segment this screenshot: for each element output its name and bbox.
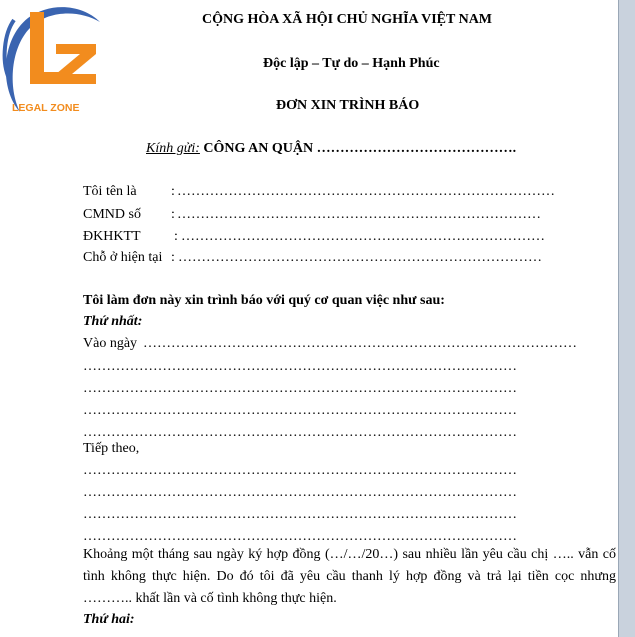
form-title: ĐƠN XIN TRÌNH BÁO	[276, 98, 420, 113]
intro-sentence: Tôi làm đơn này xin trình báo với quý cơ quan việc như sau:	[83, 293, 445, 308]
field-name-dots: ………………………………………………………………………	[177, 184, 555, 199]
motto: Độc lập – Tự do – Hạnh Phúc	[263, 56, 440, 71]
next-dots-line: …………………………………………………………………………………	[83, 485, 517, 500]
field-address-sep: :	[171, 250, 175, 265]
window-edge	[618, 0, 635, 637]
first-date-dots: …………………………………………………………………………………	[143, 336, 577, 351]
first-dots-line: …………………………………………………………………………………	[83, 381, 517, 396]
first-dots-line: …………………………………………………………………………………	[83, 403, 517, 418]
paragraph-line-1: Khoảng một tháng sau ngày ký hợp đồng (…/…/20…) sau nhiều lần yêu cầu chị ….. vẫn cố	[83, 547, 616, 562]
field-residence-dots: ……………………………………………………………………	[181, 229, 545, 244]
next-label: Tiếp theo,	[83, 441, 140, 456]
next-dots-line: …………………………………………………………………………………	[83, 507, 517, 522]
field-residence-sep: :	[174, 229, 178, 244]
field-id-dots: ……………………………………………………………………	[177, 207, 541, 222]
field-address-dots: ……………………………………………………………………	[178, 250, 542, 265]
legal-zone-logo	[0, 0, 112, 130]
recipient-line	[146, 141, 516, 157]
first-date-label: Vào ngày	[83, 336, 138, 351]
second-heading: Thứ hai:	[83, 612, 135, 627]
logo-text: LEGAL ZONE	[12, 102, 80, 114]
paragraph-line-3: ……….. khất lần và cố tình không thực hiện.	[83, 591, 337, 606]
field-id-sep: :	[171, 207, 175, 222]
next-dots-line: …………………………………………………………………………………	[83, 529, 517, 544]
first-dots-line: …………………………………………………………………………………	[83, 359, 517, 374]
logo-z-shape	[56, 44, 96, 84]
next-dots-line: …………………………………………………………………………………	[83, 463, 517, 478]
logo-l-shape	[30, 12, 60, 84]
recipient-value: CÔNG AN QUẬN …………………………………….	[203, 141, 517, 156]
field-name-label: Tôi tên là	[83, 184, 137, 199]
field-address-label: Chỗ ở hiện tại	[83, 250, 163, 265]
recipient-label: Kính gửi:	[146, 141, 200, 156]
nation-heading: CỘNG HÒA XÃ HỘI CHỦ NGHĨA VIỆT NAM	[202, 12, 493, 27]
field-id-label: CMND số	[83, 207, 141, 222]
paragraph-line-2: tình không thực hiện. Do đó tôi đã yêu cầu thanh lý hợp đồng và trả lại tiền cọc nhưng	[83, 569, 616, 584]
field-residence-label: ĐKHKTT	[83, 229, 141, 244]
first-heading: Thứ nhất:	[83, 314, 143, 329]
first-dots-line: …………………………………………………………………………………	[83, 425, 517, 440]
field-name-sep: :	[171, 184, 175, 199]
